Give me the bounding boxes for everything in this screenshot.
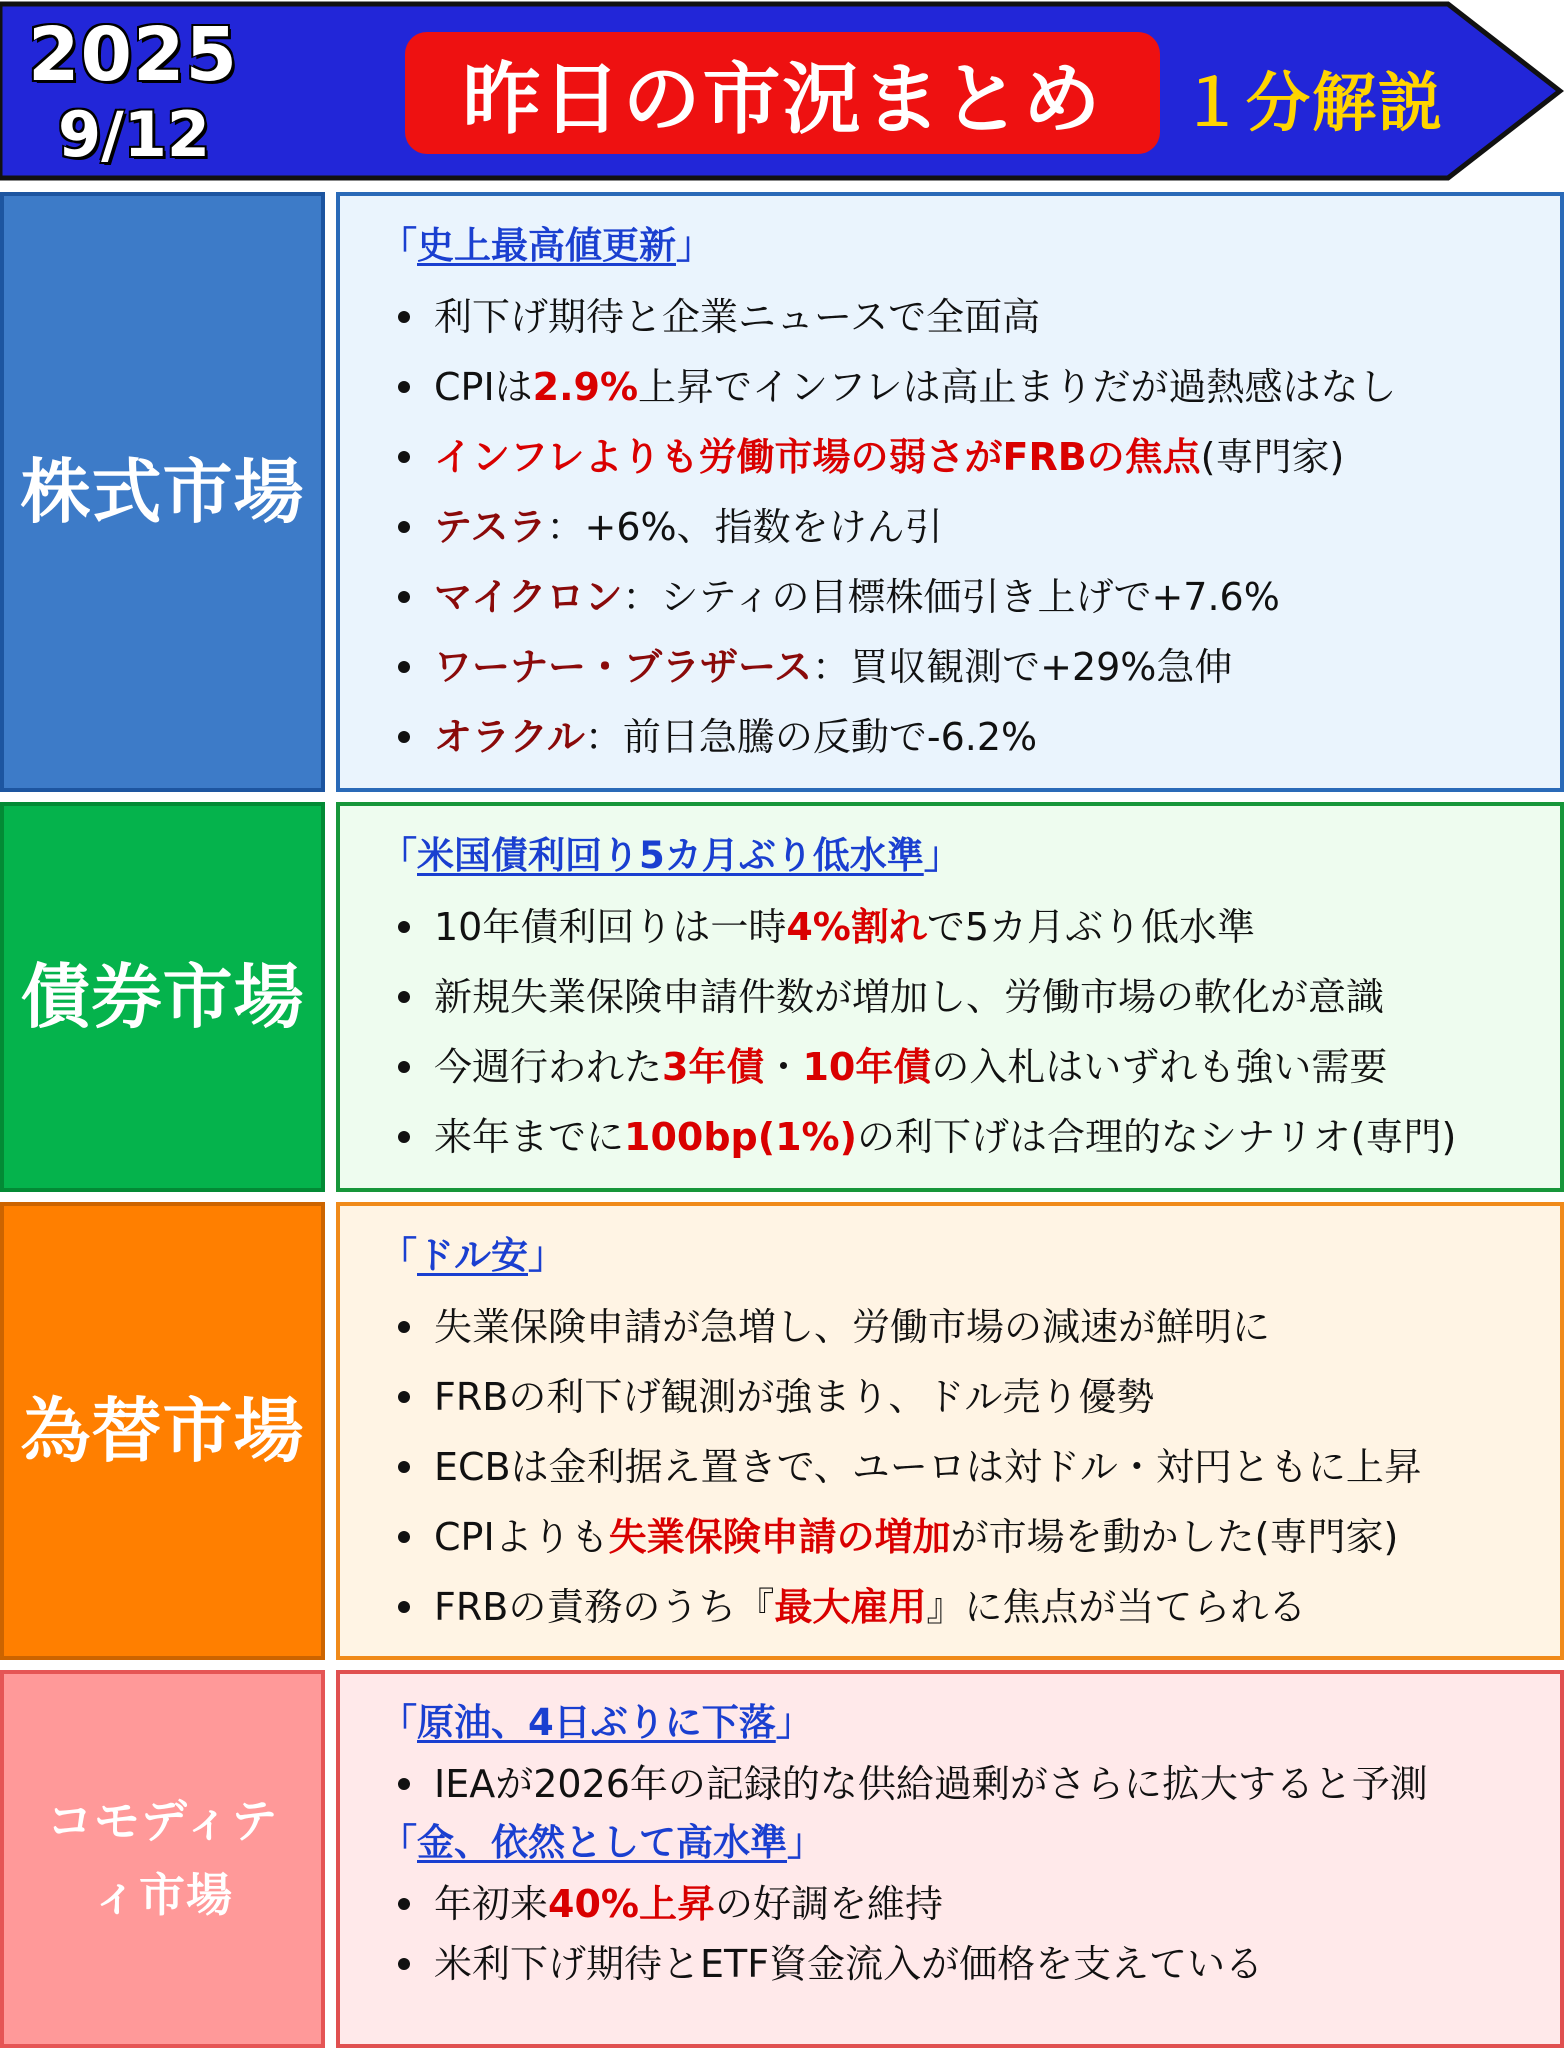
list-item: FRBの利下げ観測が強まり、ドル売り優勢 [380,1362,1560,1432]
list-item: 失業保険申請が急増し、労働市場の減速が鮮明に [380,1292,1560,1362]
bullet-icon [398,731,410,743]
commodity-market-label-box [0,1670,325,2048]
gold-heading: 「金、依然として高水準」 [380,1821,824,1864]
stock-market-label: 株式市場 [20,451,305,533]
list-item: 米利下げ期待とETF資金流入が価格を支えている [380,1934,1560,1994]
page-title: 昨日の市況まとめ [462,55,1103,145]
bond-market-heading: 「米国債利回り5カ月ぶり低水準」 [380,834,961,877]
fx-market-heading: 「ドル安」 [380,1234,565,1277]
bond-market-label: 債券市場 [20,956,305,1038]
bullet-icon [398,1131,410,1143]
list-item: 10年債利回りは一時 4%割れ で5カ月ぶり低水準 [380,892,1560,962]
bullet-icon [398,1321,410,1333]
list-item: CPIよりも 失業保険申請の増加 が市場を動かした(専門家) [380,1502,1560,1572]
header-banner [0,0,1564,182]
bullet-icon [398,1898,410,1910]
date-year: 2025 [28,12,238,98]
fx-market-content [336,1202,1564,1660]
fx-market-label-box [0,1202,325,1660]
list-item: 来年までに 100bp(1%) の利下げは合理的なシナリオ(専門) [380,1102,1560,1172]
date-day: 9/12 [58,98,211,171]
list-item: 利下げ期待と企業ニュースで全面高 [380,282,1560,352]
stock-market-section [0,192,1564,792]
fx-market-section [0,1202,1564,1660]
stock-market-content [336,192,1564,792]
list-item: オラクル ：前日急騰の反動で-6.2% [380,702,1560,772]
stock-market-heading: 「史上最高値更新」 [380,224,713,267]
bullet-icon [398,1531,410,1543]
list-item: テスラ ：+6%、指数をけん引 [380,492,1560,562]
list-item: IEAが2026年の記録的な供給過剰がさらに拡大すると予測 [380,1754,1560,1814]
title-box [405,32,1160,154]
commodity-market-content [336,1670,1564,2048]
bullet-icon [398,1601,410,1613]
bullet-icon [398,1958,410,1970]
list-item: CPIは 2.9% 上昇でインフレは高止まりだが過熱感はなし [380,352,1560,422]
commodity-market-label: コモディテ ィ市場 [46,1794,279,1922]
fx-market-label: 為替市場 [20,1390,305,1472]
bullet-icon [398,1461,410,1473]
list-item: インフレよりも労働市場の弱さがFRBの焦点 (専門家) [380,422,1560,492]
bullet-icon [398,381,410,393]
bullet-icon [398,991,410,1003]
list-item: FRBの責務のうち『 最大雇用 』に焦点が当てられる [380,1572,1560,1642]
bond-market-content [336,802,1564,1192]
list-item: ワーナー・ブラザース ：買収観測で+29%急伸 [380,632,1560,702]
bullet-icon [398,311,410,323]
list-item: マイクロン ：シティの目標株価引き上げで+7.6% [380,562,1560,632]
list-item: 今週行われた 3年債 ・ 10年債 の入札はいずれも強い需要 [380,1032,1560,1102]
bond-market-label-box [0,802,325,1192]
bullet-icon [398,521,410,533]
commodity-market-section [0,1670,1564,2048]
list-item: 年初来 40%上昇 の好調を維持 [380,1874,1560,1934]
bullet-icon [398,1391,410,1403]
bullet-icon [398,451,410,463]
bond-market-section [0,802,1564,1192]
bullet-icon [398,921,410,933]
bullet-icon [398,661,410,673]
list-item: ECBは金利据え置きで、ユーロは対ドル・対円ともに上昇 [380,1432,1560,1502]
stock-market-label-box [0,192,325,792]
list-item: 新規失業保険申請件数が増加し、労働市場の軟化が意識 [380,962,1560,1032]
oil-heading: 「原油、4日ぶりに下落」 [380,1701,813,1744]
bullet-icon [398,1778,410,1790]
bullet-icon [398,1061,410,1073]
bullet-icon [398,591,410,603]
page-subtitle: １分解説 [1180,67,1444,141]
